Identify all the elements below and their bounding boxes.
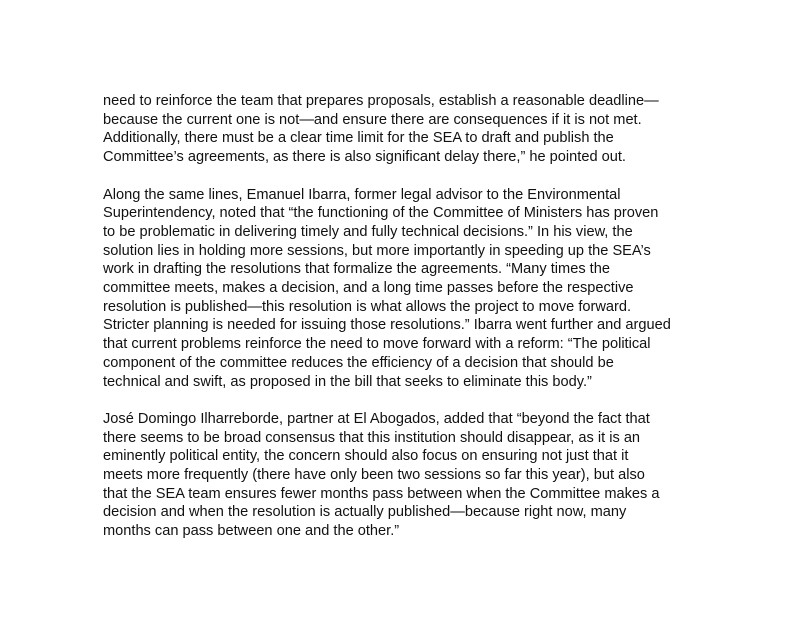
text-line: Committee’s agreements, as there is also significant delay there,” he pointed out. [103,149,626,166]
paragraph-2 [103,186,723,392]
text-line: José Domingo Ilharreborde, partner at El Abogados, added that “beyond the fact that [103,410,650,427]
text-line: Along the same lines, Emanuel Ibarra, former legal advisor to the Environmental [103,186,621,203]
text-line: that current problems reinforce the need to move forward with a reform: “The political [103,336,651,353]
text-line: to be problematic in delivering timely and fully technical decisions.” In his view, the [103,223,633,240]
text-line: resolution is published—this resolution is what allows the project to move forward. [103,298,632,315]
article-body [103,92,723,560]
text-line: Additionally, there must be a clear time limit for the SEA to draft and publish the [103,130,614,147]
text-line: months can pass between one and the other.” [103,523,400,540]
text-line: technical and swift, as proposed in the bill that seeks to eliminate this body.” [103,373,592,390]
text-line: decision and when the resolution is actually published—because right now, many [103,504,627,521]
text-line: eminently political entity, the concern should also focus on ensuring not just that it [103,448,629,465]
text-line: that the SEA team ensures fewer months pass between when the Committee makes a [103,485,660,502]
text-line: committee meets, makes a decision, and a long time passes before the respective [103,280,634,297]
text-line: meets more frequently (there have only been two sessions so far this year), but also [103,467,645,484]
paragraph-1 [103,92,723,167]
paragraph-3 [103,410,723,541]
text-line: Superintendency, noted that “the functioning of the Committee of Ministers has proven [103,205,659,222]
text-line: because the current one is not—and ensure there are consequences if it is not met. [103,111,642,128]
text-line: need to reinforce the team that prepares proposals, establish a reasonable deadline— [103,93,659,109]
text-line: solution lies in holding more sessions, but more importantly in speeding up the SEA’s [103,242,651,259]
text-line: there seems to be broad consensus that this institution should disappear, as it is an [103,429,641,446]
text-line: work in drafting the resolutions that formalize the agreements. “Many times the [103,261,610,278]
text-line: Stricter planning is needed for issuing those resolutions.” Ibarra went further and argued [103,317,671,334]
text-line: component of the committee reduces the efficiency of a decision that should be [103,354,614,371]
